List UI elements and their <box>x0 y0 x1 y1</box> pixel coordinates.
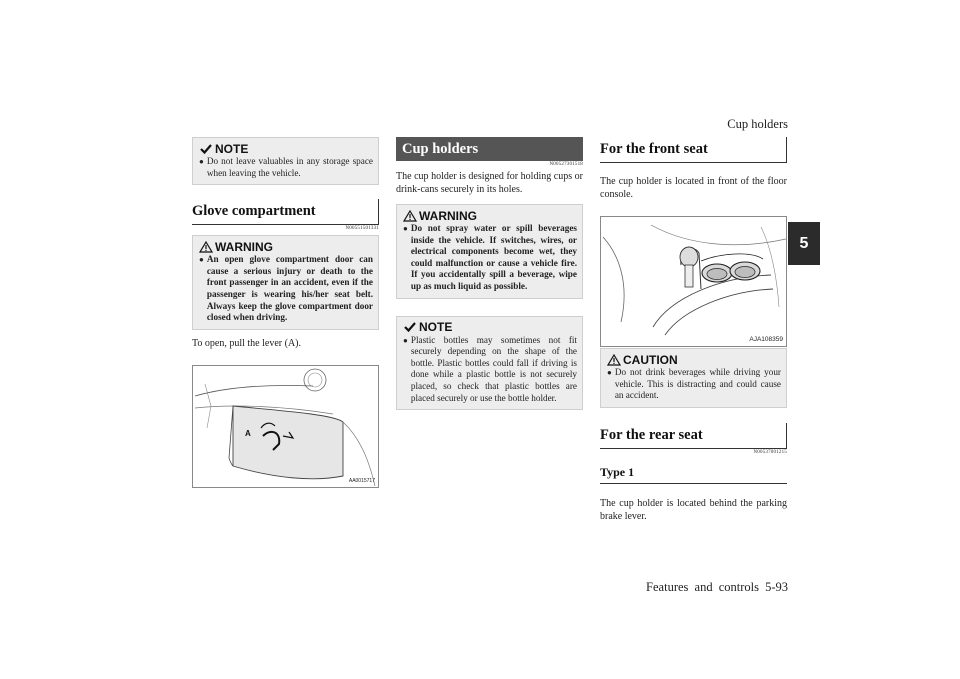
chapter-tab: 5 <box>788 222 820 265</box>
rear-seat-text: The cup holder is located behind the parking brake lever. <box>600 497 787 522</box>
caution-label: CAUTION <box>623 352 678 367</box>
note-text: Plastic bottles may sometimes not fit securely depending on the shape of the bottle. Plastic bottles could fall if driving is done while a plastic bottle is not securely placed, so check that plastic bottles are placed securely or use the bottle holder. <box>410 334 577 403</box>
glove-compartment-title: Glove compartment <box>192 199 379 225</box>
bullet-icon: ● <box>199 157 204 166</box>
note-text: Do not leave valuables in any storage space when leaving the vehicle. <box>206 156 373 178</box>
caution-box <box>600 348 787 408</box>
type-1-title: Type 1 <box>600 465 787 484</box>
bullet-icon: ● <box>403 224 408 233</box>
warning-label: WARNING <box>215 239 273 254</box>
glove-compartment-illustration <box>192 365 379 488</box>
caution-item <box>607 367 781 402</box>
rear-seat-code: N00537001215 <box>753 449 787 455</box>
column-2 <box>396 137 583 410</box>
warning-label: WARNING <box>419 208 477 223</box>
front-seat-text: The cup holder is located in front of the floor console. <box>600 176 787 200</box>
checkmark-note-icon <box>199 143 213 155</box>
warning-header <box>199 239 373 254</box>
bullet-icon: ● <box>199 255 204 265</box>
bullet-icon: ● <box>607 368 612 377</box>
note-item <box>199 156 373 179</box>
running-foot: Features and controls 5-93 <box>646 580 788 594</box>
note-label: NOTE <box>419 320 453 335</box>
bullet-icon: ● <box>403 335 408 345</box>
cup-holders-title: Cup holders <box>396 137 583 161</box>
warning-triangle-icon <box>199 241 213 253</box>
glove-compartment-drawing <box>193 366 379 488</box>
rear-seat-title: For the rear seat <box>600 423 787 449</box>
warning-item <box>199 254 373 324</box>
warning-header <box>403 208 577 223</box>
warning-box <box>192 235 379 330</box>
note-header <box>199 141 373 156</box>
front-cup-holder-illustration <box>600 216 787 347</box>
note-label: NOTE <box>215 141 249 156</box>
glove-instruction: To open, pull the lever (A). <box>192 337 301 349</box>
note-header <box>403 320 577 335</box>
note-box <box>192 137 379 185</box>
figure-code: AJA108359 <box>749 336 783 343</box>
warning-box <box>396 204 583 299</box>
warning-text: An open glove compartment door can cause a serious injury or death to the front passenger in an accident, even if the passenger is wearing his/her seat belt. Always keep the glove compartment door closed when driving. <box>206 254 373 323</box>
note-item <box>403 335 577 405</box>
column-1 <box>192 137 379 488</box>
caution-header <box>607 352 781 367</box>
front-console-drawing <box>601 217 787 347</box>
warning-text: Do not spray water or spill beverages inside the vehicle. If switches, wires, or electrical components become wet, they could malfunction or cause a vehicle fire. If you accidentally spill a beverage, wipe up as much liquid as possible. <box>410 223 577 291</box>
caution-triangle-icon <box>607 354 621 366</box>
glove-code: N00551501331 <box>345 226 379 232</box>
cup-holders-intro: The cup holder is designed for holding cups or drink-cans securely in its holes. <box>396 171 583 195</box>
warning-item <box>403 223 577 293</box>
cup-holders-code: N00527301518 <box>549 162 583 167</box>
front-seat-title: For the front seat <box>600 137 787 163</box>
figure-code: AA0015717 <box>348 477 375 484</box>
note-box <box>396 316 583 411</box>
figure-label-a: A <box>245 428 251 438</box>
running-head: Cup holders <box>727 117 788 131</box>
caution-text: Do not drink beverages while driving your vehicle. This is distracting and could cause an accident. <box>614 367 781 401</box>
column-3 <box>600 137 787 523</box>
checkmark-note-icon <box>403 321 417 333</box>
warning-triangle-icon <box>403 210 417 222</box>
